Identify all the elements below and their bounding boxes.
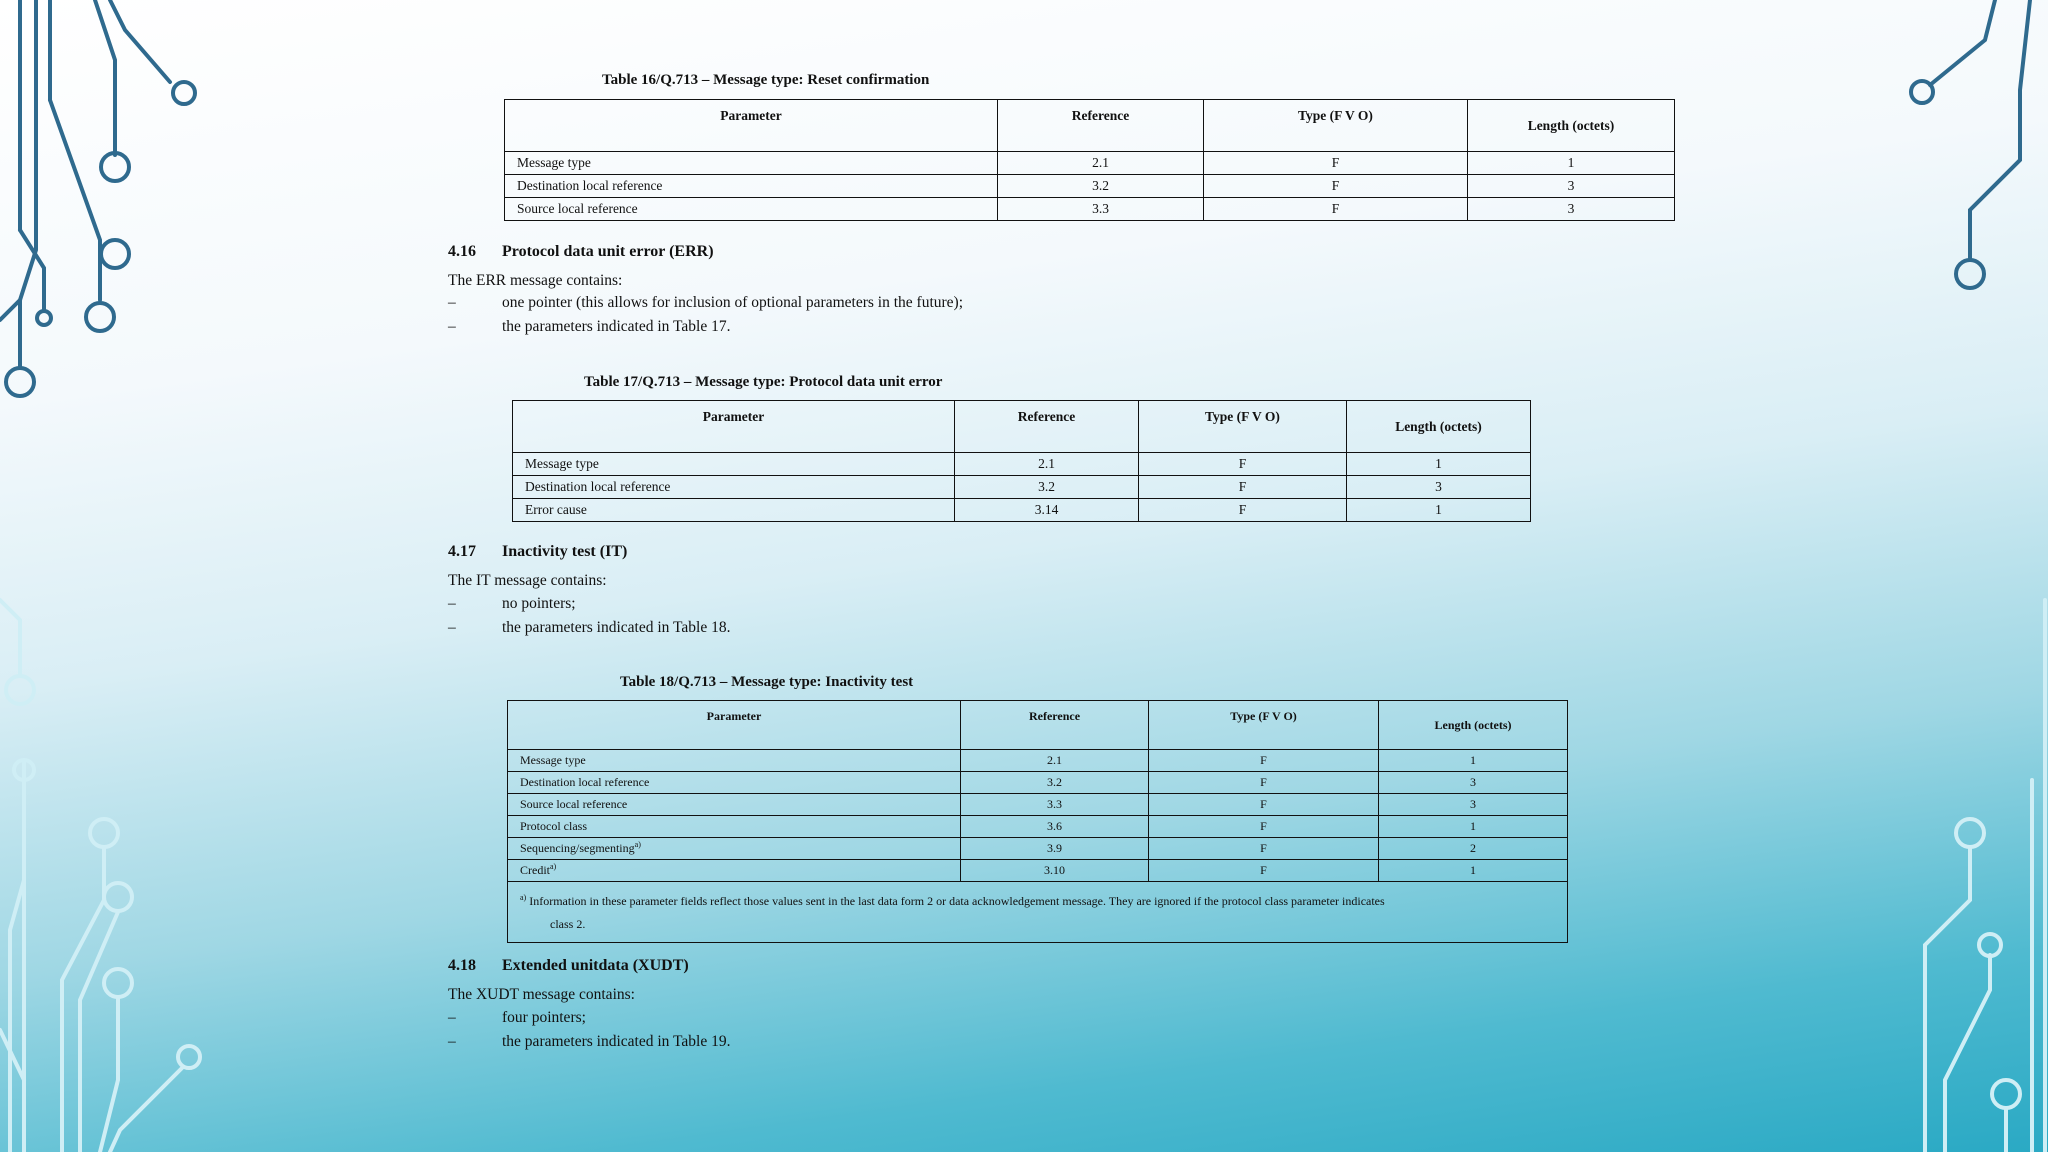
cell-length: 1 xyxy=(1347,453,1531,476)
section-4-17-intro: The IT message contains: xyxy=(448,572,607,589)
cell-type: F xyxy=(1149,838,1379,860)
cell-parameter: Destination local reference xyxy=(513,476,955,499)
cell-parameter: Destination local reference xyxy=(505,175,998,198)
cell-reference: 3.3 xyxy=(961,794,1149,816)
header-parameter: Parameter xyxy=(505,100,998,152)
cell-reference: 3.6 xyxy=(961,816,1149,838)
bullet-dash: – xyxy=(448,1009,456,1026)
cell-reference: 3.14 xyxy=(955,499,1139,522)
header-parameter: Parameter xyxy=(513,401,955,453)
bullet-dash: – xyxy=(448,619,456,636)
cell-reference: 3.9 xyxy=(961,838,1149,860)
cell-length: 3 xyxy=(1379,794,1568,816)
cell-type: F xyxy=(1139,499,1347,522)
cell-type: F xyxy=(1204,198,1468,221)
footnote-text-line1: Information in these parameter fields reflect those values sent in the last data form 2 or data acknowledgement message. They are ignored if the protocol class parameter indicates xyxy=(529,894,1385,908)
list-item xyxy=(448,1009,586,1027)
list-item xyxy=(448,595,576,613)
cell-reference: 3.10 xyxy=(961,860,1149,882)
table-18-caption: Table 18/Q.713 – Message type: Inactivity test xyxy=(620,674,914,690)
table-row xyxy=(513,499,1531,522)
cell-parameter: Destination local reference xyxy=(508,772,961,794)
bullet-dash: – xyxy=(448,294,456,311)
cell-parameter: Error cause xyxy=(513,499,955,522)
cell-type: F xyxy=(1149,750,1379,772)
list-item-text: one pointer (this allows for inclusion of optional parameters in the future); xyxy=(502,294,964,311)
table-17 xyxy=(512,400,1531,522)
cell-type: F xyxy=(1204,152,1468,175)
table-row xyxy=(508,794,1568,816)
cell-type: F xyxy=(1149,860,1379,882)
cell-length: 2 xyxy=(1379,838,1568,860)
header-type: Type (F V O) xyxy=(1139,401,1347,453)
section-4-16-intro: The ERR message contains: xyxy=(448,272,623,289)
cell-type: F xyxy=(1149,772,1379,794)
header-length: Length (octets) xyxy=(1379,701,1568,750)
table-row xyxy=(508,838,1568,860)
list-item xyxy=(448,619,730,637)
footnote-marker: a) xyxy=(634,840,641,849)
list-item-text: no pointers; xyxy=(502,595,576,612)
header-length: Length (octets) xyxy=(1347,401,1531,453)
footnote-marker: a) xyxy=(520,893,527,902)
cell-type: F xyxy=(1204,175,1468,198)
list-item xyxy=(448,1033,730,1051)
table-row xyxy=(508,772,1568,794)
cell-type: F xyxy=(1139,453,1347,476)
footnote-text-line2: class 2. xyxy=(550,917,586,931)
cell-reference: 2.1 xyxy=(961,750,1149,772)
table-16 xyxy=(504,99,1675,221)
cell-parameter xyxy=(508,860,961,882)
table-row xyxy=(508,816,1568,838)
header-length: Length (octets) xyxy=(1468,100,1675,152)
section-title: Extended unitdata (XUDT) xyxy=(502,957,689,974)
table-row xyxy=(513,476,1531,499)
cell-length: 3 xyxy=(1468,175,1675,198)
header-type: Type (F V O) xyxy=(1204,100,1468,152)
cell-parameter: Message type xyxy=(505,152,998,175)
section-number: 4.18 xyxy=(448,957,476,974)
bullet-dash: – xyxy=(448,1033,456,1050)
cell-parameter: Protocol class xyxy=(508,816,961,838)
header-reference: Reference xyxy=(961,701,1149,750)
cell-reference: 3.3 xyxy=(998,198,1204,221)
cell-length: 1 xyxy=(1347,499,1531,522)
list-item-text: the parameters indicated in Table 17. xyxy=(502,318,731,335)
list-item-text: the parameters indicated in Table 18. xyxy=(502,619,731,636)
table-row xyxy=(508,860,1568,882)
section-number: 4.17 xyxy=(448,543,476,560)
section-title: Protocol data unit error (ERR) xyxy=(502,243,714,260)
cell-length: 3 xyxy=(1347,476,1531,499)
cell-type: F xyxy=(1149,816,1379,838)
bullet-dash: – xyxy=(448,595,456,612)
bullet-dash: – xyxy=(448,318,456,335)
table-16-caption: Table 16/Q.713 – Message type: Reset confirmation xyxy=(602,72,930,88)
section-4-17-heading xyxy=(448,543,627,561)
table-header-row xyxy=(513,401,1531,453)
table-row xyxy=(508,750,1568,772)
header-parameter: Parameter xyxy=(508,701,961,750)
cell-reference: 2.1 xyxy=(955,453,1139,476)
table-footnote xyxy=(508,882,1568,943)
cell-reference: 3.2 xyxy=(961,772,1149,794)
cell-parameter xyxy=(508,838,961,860)
cell-length: 1 xyxy=(1379,750,1568,772)
cell-length: 3 xyxy=(1379,772,1568,794)
list-item xyxy=(448,318,730,336)
table-row xyxy=(505,198,1675,221)
cell-length: 1 xyxy=(1468,152,1675,175)
cell-type: F xyxy=(1139,476,1347,499)
header-reference: Reference xyxy=(998,100,1204,152)
cell-length: 3 xyxy=(1468,198,1675,221)
table-row xyxy=(505,175,1675,198)
cell-length: 1 xyxy=(1379,816,1568,838)
table-18 xyxy=(507,700,1568,943)
cell-parameter: Message type xyxy=(513,453,955,476)
list-item-text: four pointers; xyxy=(502,1009,586,1026)
cell-reference: 2.1 xyxy=(998,152,1204,175)
cell-parameter-text: Credit xyxy=(520,863,550,877)
header-reference: Reference xyxy=(955,401,1139,453)
table-row xyxy=(513,453,1531,476)
cell-reference: 3.2 xyxy=(998,175,1204,198)
list-item xyxy=(448,294,963,312)
list-item-text: the parameters indicated in Table 19. xyxy=(502,1033,731,1050)
table-footnote-row xyxy=(508,882,1568,943)
section-number: 4.16 xyxy=(448,243,476,260)
cell-parameter-text: Sequencing/segmenting xyxy=(520,841,635,855)
table-header-row xyxy=(508,701,1568,750)
cell-reference: 3.2 xyxy=(955,476,1139,499)
table-header-row xyxy=(505,100,1675,152)
section-4-16-heading xyxy=(448,243,714,261)
cell-parameter: Message type xyxy=(508,750,961,772)
table-17-caption: Table 17/Q.713 – Message type: Protocol data unit error xyxy=(584,374,943,390)
cell-type: F xyxy=(1149,794,1379,816)
header-type: Type (F V O) xyxy=(1149,701,1379,750)
cell-parameter: Source local reference xyxy=(505,198,998,221)
section-4-18-heading xyxy=(448,957,689,975)
cell-parameter: Source local reference xyxy=(508,794,961,816)
footnote-marker: a) xyxy=(550,862,557,871)
cell-length: 1 xyxy=(1379,860,1568,882)
section-4-18-intro: The XUDT message contains: xyxy=(448,986,635,1003)
table-row xyxy=(505,152,1675,175)
section-title: Inactivity test (IT) xyxy=(502,543,628,560)
